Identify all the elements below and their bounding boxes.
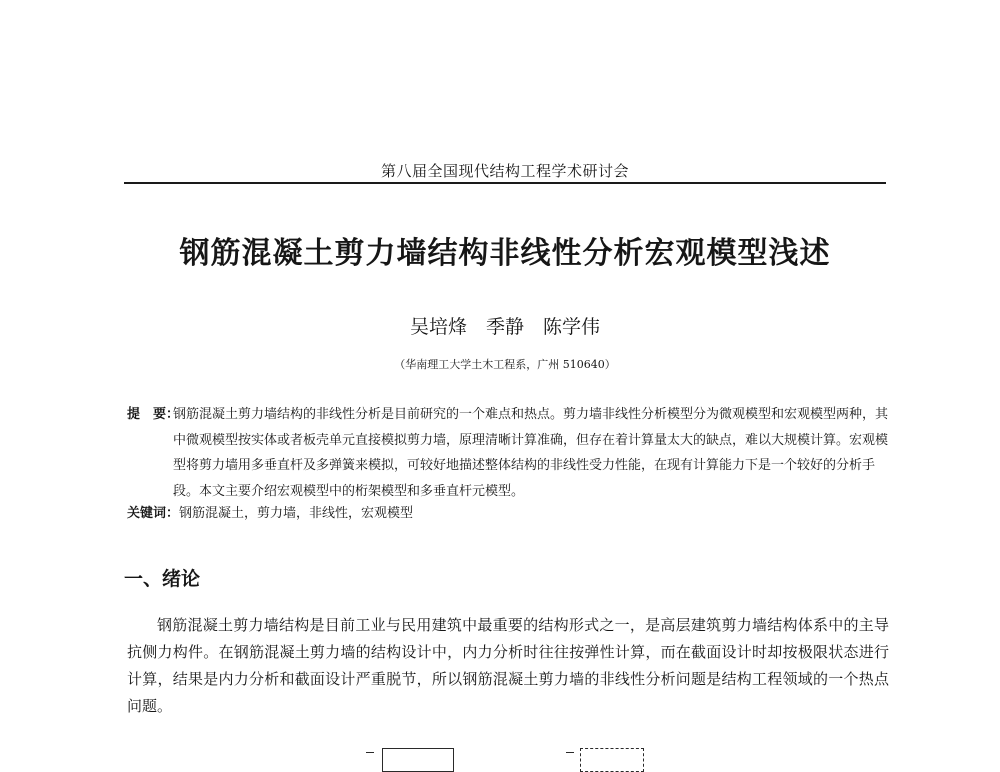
keywords (127, 502, 893, 521)
figure-fragment (0, 742, 1000, 760)
abstract-label: 提 要： (127, 407, 180, 422)
figure-box-left (382, 748, 454, 772)
header-rule (124, 182, 886, 184)
affiliation: （华南理工大学土木工程系，广州 510640） (394, 358, 616, 371)
running-head: 第八届全国现代结构工程学术研讨会 (380, 162, 629, 180)
paper-title: 钢筋混凝土剪力墙结构非线性分析宏观模型浅述 (179, 236, 831, 271)
figure-box-right (580, 748, 644, 772)
author-list: 吴培烽 季静 陈学伟 (409, 316, 600, 338)
section-heading: 一、绪论 (124, 568, 201, 590)
abstract-text: 钢筋混凝土剪力墙结构的非线性分析是目前研究的一个难点和热点。剪力墙非线性分析模型分为微观模型和宏观模型两种，其中微观模型按实体或者板壳单元直接模拟剪力墙，原理清晰计算准确，但存在着计算量太大的缺点，难以大规模计算。宏观模型将剪力墙用多垂直杆及多弹簧来模拟，可较好地描述整体结构的非线性受力性能，在现有计算能力下是一个较好的分析手段。本文主要介绍宏观模型中的桁架模型和多垂直杆元模型。 (173, 407, 889, 499)
keywords-text: 钢筋混凝土，剪力墙，非线性，宏观模型 (179, 506, 414, 521)
intro-paragraph: 钢筋混凝土剪力墙结构是目前工业与民用建筑中最重要的结构形式之一，是高层建筑剪力墙结构体系中的主导抗侧力构件。在钢筋混凝土剪力墙的结构设计中，内力分析时往往按弹性计算，而在截面设计时却按极限状态进行计算，结果是内力分析和截面设计严重脱节，所以钢筋混凝土剪力墙的非线性分析问题是结构工程领域的一个热点问题。 (127, 616, 889, 715)
keywords-label: 关键词： (127, 506, 180, 521)
